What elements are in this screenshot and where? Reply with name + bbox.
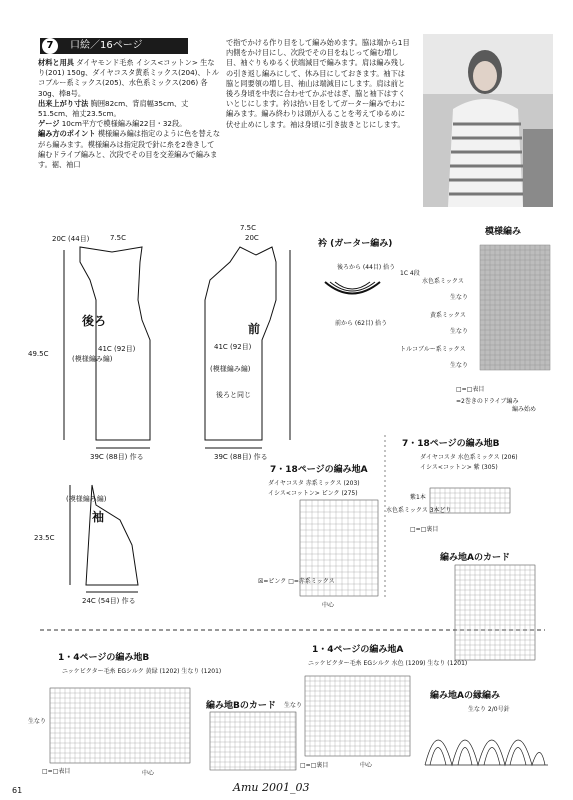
sample-718b-row2: 水色系ミックス 3本どり [386, 507, 452, 514]
sample-14b-row: 生なり [28, 718, 47, 725]
front-side-width: 41C (92目) [214, 343, 252, 351]
pattern-row-5: トルコブルー系ミックス [400, 346, 466, 353]
page-number: 61 [12, 786, 23, 795]
instructions-right: で指でかける作り目をして編み始めます。脇は端から1目内側をかけ目にし、次段でその目をねじって編む増し目、袖ぐりもゆるく伏端減目で編みます。肩は編み残しの引き返し編みにして、休み目にしておきます。袖下は脇と同要領の増し目、袖山は端減目にします。肩は前と後ろ身頃を中表に合わせてかぶせはぎ、脇と袖下はすくいとじにします。衿は拾い目をしてガーター編みでわに編みます。編み終わりは頭が入ることを考えてゆるめに伏せ止めにします。袖は身頃に引き抜きとじにします。 [226, 38, 410, 129]
sleeve-label: 袖 [92, 510, 105, 524]
collar-height: 1C 4段 [400, 270, 420, 277]
pattern-row-6: 生なり [450, 362, 469, 369]
back-cast-on: 39C (88目) 作る [90, 453, 144, 461]
sample-14b-yarn: ニッケビクター毛糸 EGシルク 黄緑 (1202) 生なり (1201) [62, 668, 222, 675]
back-pattern-label: (模様編み編) [72, 355, 113, 363]
front-cast-on: 39C (88目) 作る [214, 453, 268, 461]
back-height: 49.5C [28, 350, 49, 358]
sample-718a-yarn2: イシス<コットン> ピンク (275) [268, 490, 358, 497]
materials: 材料と用具 ダイヤモンド毛糸 イシス<コットン> 生なり(201) 150g、ダイヤコスタ黄系ミックス(204)、トルコブルー系ミックス(205)、水色系ミックス(206) 各30g、棒8号。 [38, 58, 220, 98]
pattern-chart-title: 模様編み [485, 227, 522, 237]
sample-14a-center: 中心 [360, 762, 373, 769]
front-shoulder: 7.5C [240, 224, 257, 232]
magazine-name: Amu 2001_03 [233, 781, 310, 794]
front-neck: 20C [245, 234, 259, 242]
section-title: 口絵／16ページ [70, 40, 143, 51]
pattern-row-4: 生なり [450, 328, 469, 335]
pattern-start: 編み始め [512, 406, 537, 413]
back-shoulder: 7.5C [110, 234, 127, 242]
sample-718b-yarn1: ダイヤコスタ 水色系ミックス (206) [420, 454, 518, 461]
back-label: 後ろ [82, 314, 107, 328]
front-pattern-label: (模様編み編) [210, 365, 251, 373]
pattern-row-2: 生なり [450, 294, 469, 301]
sleeve-height: 23.5C [34, 534, 55, 542]
pattern-row-3: 黄系ミックス [430, 312, 466, 319]
collar-pick-back: 後ろから (44目) 拾う [337, 264, 396, 271]
sample-718b-yarn2: イシス<コットン> 紫 (305) [420, 464, 498, 471]
pattern-legend-2: =2巻きのドライブ編み [456, 398, 519, 405]
sleeve-pattern-label: (模様編み編) [66, 495, 107, 503]
finished-size: 出来上がり寸法 胸囲82cm、背肩幅35cm、丈51.5cm、袖丈23.5cm。 [38, 98, 189, 119]
sample-14a-title: 1・4ページの編み地A [312, 645, 404, 655]
sample-14a-legend: □=□裏目 [300, 762, 329, 769]
knitting-points: 編み方のポイント 模様編み編は指定のように色を替えながら編みます。模様編みは指定段で針に糸を2巻きして編むドライブ編みと、次段でその目を交差編みで編みます。裾、袖口 [38, 129, 221, 170]
card-b-title: 編み地Bのカード [206, 701, 276, 711]
section-number: 7 [42, 38, 58, 54]
edge-pattern-a [425, 740, 548, 765]
back-side-width: 41C (92目) [98, 345, 136, 353]
sample-718a-legend: ☒=ピンク □=赤系ミックス [258, 578, 335, 585]
sample-14a-yarn: ニッケビクター毛糸 EGシルク 水色 (1209) 生なり (1201) [308, 660, 468, 667]
edge-a-note: 生なり 2/0号針 [468, 706, 510, 713]
gauge: ゲージ 10cm平方で模様編み編22目・32段。 [38, 119, 187, 129]
card-b [210, 712, 296, 770]
sample-14b-legend: □=□表目 [42, 768, 71, 775]
sample-14b-title: 1・4ページの編み地B [58, 653, 150, 663]
sample-14b-center: 中心 [142, 770, 155, 777]
sample-718b-title: 7・18ページの編み地B [402, 439, 500, 449]
sample-718a-center: 中心 [322, 602, 335, 609]
back-neck: 20C (44目) [52, 235, 90, 243]
card-a-title: 編み地Aのカード [440, 553, 510, 563]
front-same-as-back: 後ろと同じ [216, 391, 251, 399]
sample-718a-title: 7・18ページの編み地A [270, 465, 368, 475]
pattern-legend-1: □=□表目 [456, 386, 485, 393]
collar-title: 衿 (ガーター編み) [318, 239, 393, 249]
collar-outline [325, 282, 380, 294]
sleeve-cast-on: 24C (54目) 作る [82, 597, 136, 605]
front-label: 前 [248, 322, 261, 336]
sample-718a-yarn1: ダイヤコスタ 赤系ミックス (203) [268, 480, 360, 487]
collar-pick-front: 前から (62目) 拾う [335, 320, 388, 327]
sample-14a-row: 生なり [284, 702, 303, 709]
sample-718b-legend: □=□裏目 [410, 526, 439, 533]
pattern-row-1: 水色系ミックス [422, 278, 464, 285]
sample-718b-row1: 紫1本 [410, 494, 426, 501]
edge-a-title: 編み地Aの縁編み [430, 691, 500, 701]
